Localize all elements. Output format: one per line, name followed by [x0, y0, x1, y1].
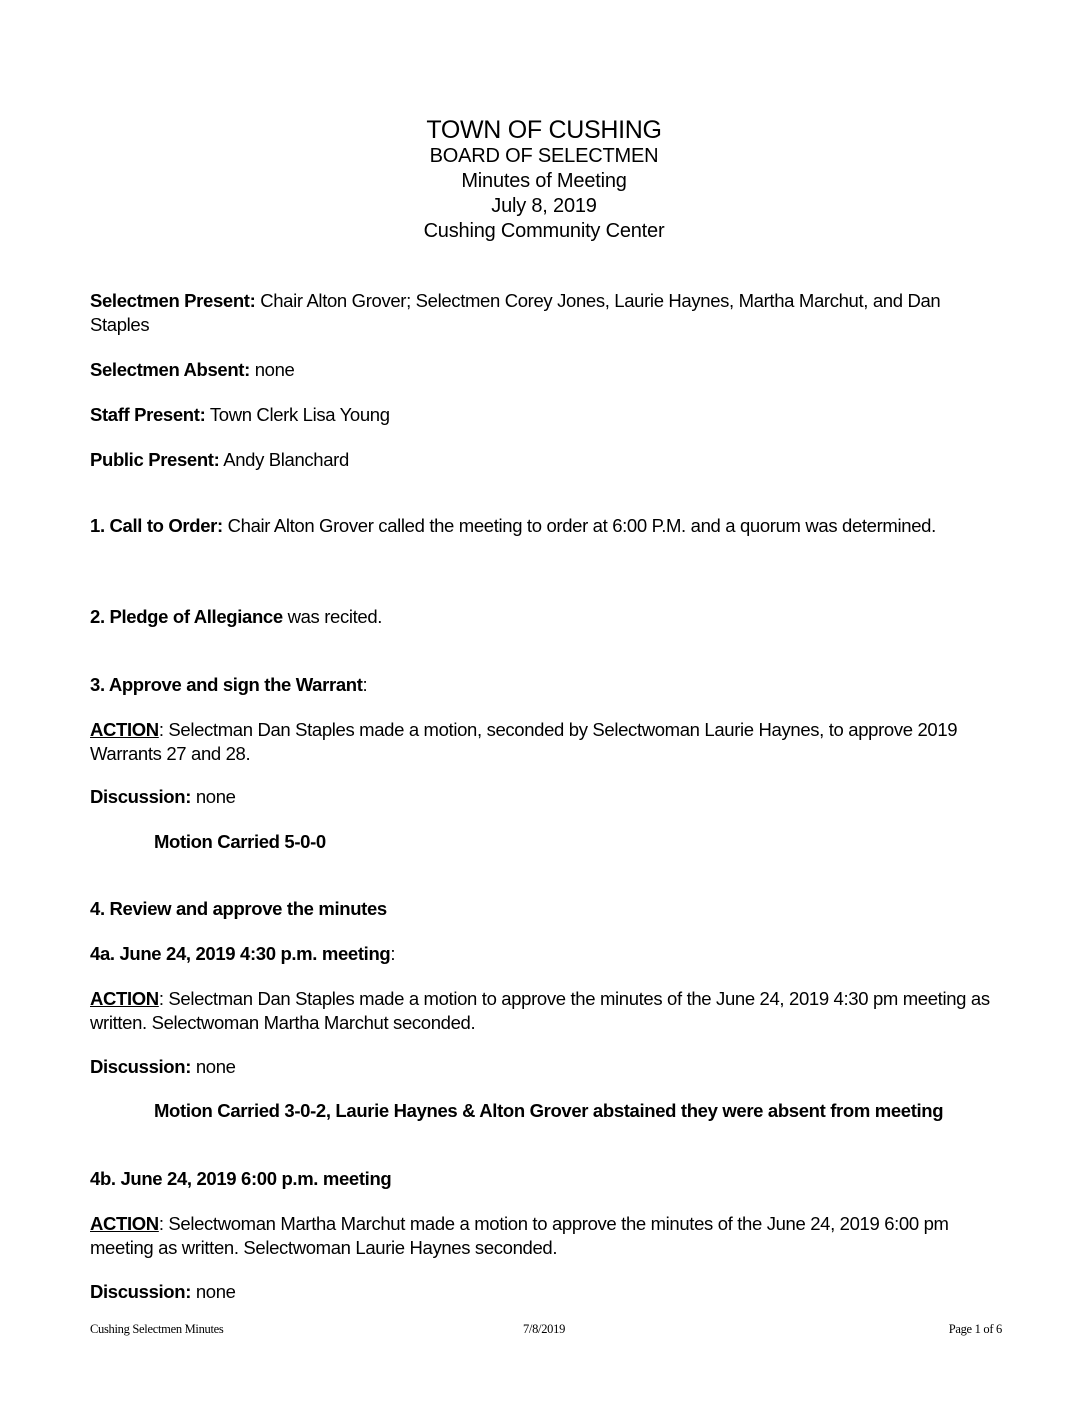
- minutes-4a-heading-colon: :: [390, 943, 396, 964]
- minutes-4a-discussion: [90, 1055, 1000, 1079]
- selectmen-absent: [90, 358, 1000, 382]
- pledge-text: was recited.: [287, 606, 383, 627]
- minutes-4b-action-text: : Selectwoman Martha Marchut made a motion to approve the minutes of the June 24, 2019 6:00 pm meeting as written. Selectwoman Laurie Haynes seconded.: [90, 1213, 949, 1258]
- document-type: Minutes of Meeting: [461, 170, 627, 192]
- discussion-label: Discussion:: [90, 786, 192, 807]
- discussion-label: Discussion:: [90, 1056, 192, 1077]
- motion-result-text: Motion Carried 5-0-0: [154, 831, 326, 852]
- minutes-4a-action: [90, 987, 1000, 1035]
- selectmen-present-label: Selectmen Present:: [90, 290, 256, 311]
- staff-present-value: Town Clerk Lisa Young: [209, 404, 390, 425]
- minutes-heading-text: 4. Review and approve the minutes: [90, 898, 387, 919]
- minutes-4b-heading: [90, 1167, 1000, 1191]
- discussion-value: none: [195, 1281, 236, 1302]
- discussion-value: none: [195, 786, 236, 807]
- minutes-4a-heading: [90, 942, 1000, 966]
- action-label: ACTION: [90, 988, 159, 1009]
- meeting-location: Cushing Community Center: [423, 220, 665, 242]
- selectmen-absent-value: none: [254, 359, 295, 380]
- minutes-4b-heading-text: 4b. June 24, 2019 6:00 p.m. meeting: [90, 1168, 392, 1189]
- public-present: [90, 448, 1000, 472]
- minutes-4b-action: [90, 1212, 980, 1260]
- action-label: ACTION: [90, 1213, 159, 1234]
- warrant-heading-colon: :: [362, 674, 368, 695]
- minutes-4a-heading-text: 4a. June 24, 2019 4:30 p.m. meeting: [90, 943, 391, 964]
- selectmen-present: [90, 289, 1000, 337]
- document-header: [0, 116, 1088, 244]
- call-to-order: [90, 514, 950, 538]
- warrant-action: [90, 718, 960, 766]
- minutes-heading: [90, 897, 1000, 921]
- selectmen-absent-label: Selectmen Absent:: [90, 359, 250, 380]
- motion-result-text: Motion Carried 3-0-2, Laurie Haynes & Alton Grover abstained they were absent from meeting: [154, 1100, 944, 1121]
- footer-date: 7/8/2019: [522, 1322, 566, 1336]
- pledge-label: 2. Pledge of Allegiance: [90, 606, 283, 627]
- staff-present: [90, 403, 1000, 427]
- discussion-value: none: [195, 1056, 236, 1077]
- warrant-heading: [90, 673, 1000, 697]
- footer-title: Cushing Selectmen Minutes: [90, 1322, 224, 1336]
- call-to-order-label: 1. Call to Order:: [90, 515, 223, 536]
- minutes-4a-action-text: : Selectman Dan Staples made a motion to approve the minutes of the June 24, 2019 4:30 pm meeting as written. Selectwoman Martha Marchut seconded.: [90, 988, 990, 1033]
- warrant-motion-result: [154, 830, 974, 854]
- warrant-discussion: [90, 785, 1000, 809]
- public-present-label: Public Present:: [90, 449, 220, 470]
- minutes-4b-discussion: [90, 1280, 1000, 1304]
- staff-present-label: Staff Present:: [90, 404, 206, 425]
- meeting-date: July 8, 2019: [491, 195, 597, 217]
- board-title: BOARD OF SELECTMEN: [429, 145, 659, 167]
- minutes-4a-motion-result: [154, 1099, 964, 1123]
- discussion-label: Discussion:: [90, 1281, 192, 1302]
- warrant-action-text: : Selectman Dan Staples made a motion, seconded by Selectwoman Laurie Haynes, to approve 2019 Warrants 27 and 28.: [90, 719, 958, 764]
- town-title: TOWN OF CUSHING: [426, 116, 662, 144]
- pledge: [90, 605, 1000, 629]
- call-to-order-text: Chair Alton Grover called the meeting to order at 6:00 P.M. and a quorum was determined.: [227, 515, 936, 536]
- footer-page-number: Page 1 of 6: [948, 1322, 1002, 1336]
- warrant-heading-text: 3. Approve and sign the Warrant: [90, 674, 363, 695]
- action-label: ACTION: [90, 719, 159, 740]
- public-present-value: Andy Blanchard: [223, 449, 349, 470]
- selectmen-present-value: Chair Alton Grover; Selectmen Corey Jones, Laurie Haynes, Martha Marchut, and Dan Staples: [90, 290, 941, 335]
